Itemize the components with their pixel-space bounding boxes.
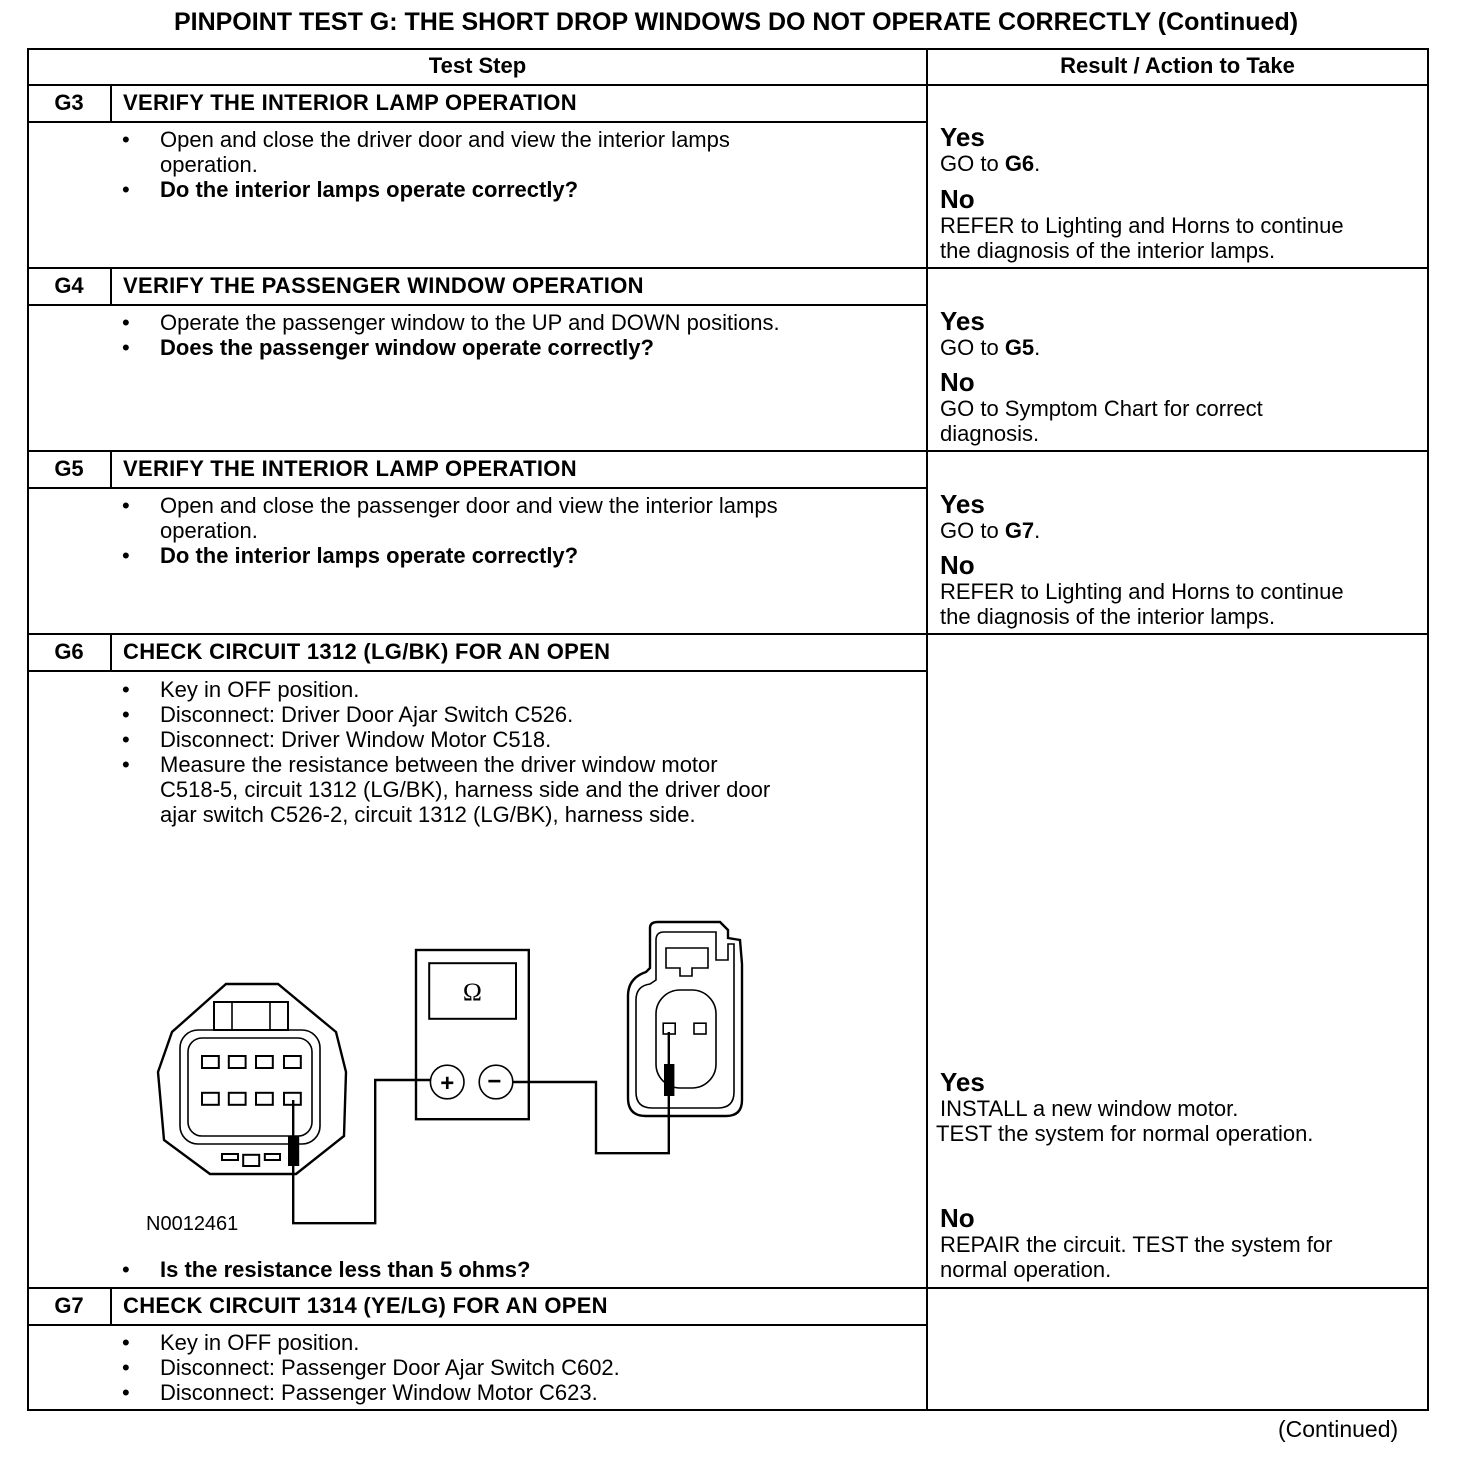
- yes-label: Yes: [940, 306, 985, 336]
- step-heading: CHECK CIRCUIT 1312 (LG/BK) FOR AN OPEN: [123, 639, 611, 664]
- test-leads: [293, 1032, 669, 1223]
- door-ajar-switch-connector: [628, 922, 742, 1116]
- bullet: •: [122, 127, 130, 152]
- bullet: •: [122, 727, 130, 752]
- step-id: G6: [54, 639, 84, 664]
- instruction: operation.: [160, 152, 258, 177]
- plus-terminal: +: [440, 1070, 455, 1098]
- instruction: Key in OFF position.: [160, 677, 360, 702]
- instruction: C518-5, circuit 1312 (LG/BK), harness side and the driver door: [160, 777, 771, 802]
- step-id: G5: [54, 456, 84, 481]
- yes-action: INSTALL a new window motor.: [940, 1096, 1239, 1121]
- no-action: the diagnosis of the interior lamps.: [940, 604, 1276, 629]
- instruction: ajar switch C526-2, circuit 1312 (LG/BK), harness side.: [160, 802, 696, 827]
- no-action: REPAIR the circuit. TEST the system for: [940, 1232, 1333, 1257]
- column-header-test-step: Test Step: [428, 53, 527, 78]
- probe-tip: [664, 1064, 674, 1096]
- bullet: •: [122, 1355, 130, 1380]
- bullet: •: [122, 177, 130, 202]
- question: Do the interior lamps operate correctly?: [160, 177, 579, 202]
- no-action: REFER to Lighting and Horns to continue: [940, 579, 1344, 604]
- bullet: •: [122, 310, 130, 335]
- instruction: Disconnect: Driver Window Motor C518.: [160, 727, 552, 752]
- question: Do the interior lamps operate correctly?: [160, 543, 579, 568]
- instruction: Open and close the driver door and view the interior lamps: [160, 127, 730, 152]
- step-heading: VERIFY THE PASSENGER WINDOW OPERATION: [123, 273, 644, 298]
- yes-action: GO to G5.: [940, 335, 1041, 360]
- yes-label: Yes: [940, 1067, 985, 1097]
- instruction: Measure the resistance between the driver window motor: [160, 752, 718, 777]
- no-label: No: [940, 367, 975, 397]
- step-id: G7: [54, 1293, 84, 1318]
- no-action: REFER to Lighting and Horns to continue: [940, 213, 1344, 238]
- yes-action: GO to G6.: [940, 151, 1041, 176]
- page-title: PINPOINT TEST G: THE SHORT DROP WINDOWS DO NOT OPERATE CORRECTLY (Continued): [173, 8, 1299, 36]
- step-heading: VERIFY THE INTERIOR LAMP OPERATION: [123, 90, 577, 115]
- instruction: Disconnect: Passenger Window Motor C623.: [160, 1380, 598, 1405]
- step-id: G3: [54, 90, 84, 115]
- yes-label: Yes: [940, 489, 985, 519]
- window-motor-connector: [158, 984, 346, 1174]
- yes-action: TEST the system for normal operation.: [936, 1121, 1314, 1146]
- no-action: diagnosis.: [940, 421, 1040, 446]
- no-label: No: [940, 1203, 975, 1233]
- minus-terminal: −: [487, 1067, 502, 1095]
- figure-id: N0012461: [146, 1213, 239, 1235]
- question: Does the passenger window operate correctly?: [160, 335, 654, 360]
- question: Is the resistance less than 5 ohms?: [160, 1257, 531, 1282]
- resistance-test-diagram: [140, 900, 760, 1250]
- no-label: No: [940, 550, 975, 580]
- goto-step-link[interactable]: G7: [1004, 518, 1035, 543]
- step-id: G4: [54, 273, 84, 298]
- bullet: •: [122, 335, 130, 360]
- bullet: •: [122, 1257, 130, 1282]
- bullet: •: [122, 677, 130, 702]
- bullet: •: [122, 1330, 130, 1355]
- ohm-symbol: Ω: [462, 977, 482, 1006]
- no-action: GO to Symptom Chart for correct: [940, 396, 1263, 421]
- continued-footer: (Continued): [1278, 1416, 1399, 1442]
- yes-action: GO to G7.: [940, 518, 1041, 543]
- instruction: Disconnect: Driver Door Ajar Switch C526.: [160, 702, 574, 727]
- instruction: operation.: [160, 518, 258, 543]
- instruction: Open and close the passenger door and view the interior lamps: [160, 493, 778, 518]
- goto-step-link[interactable]: G6: [1004, 151, 1035, 176]
- no-action: normal operation.: [940, 1257, 1112, 1282]
- multimeter: [416, 950, 529, 1119]
- no-label: No: [940, 184, 975, 214]
- column-header-result: Result / Action to Take: [1060, 53, 1295, 78]
- step-heading: CHECK CIRCUIT 1314 (YE/LG) FOR AN OPEN: [123, 1293, 608, 1318]
- instruction: Operate the passenger window to the UP and DOWN positions.: [160, 310, 780, 335]
- bullet: •: [122, 1380, 130, 1405]
- instruction: Disconnect: Passenger Door Ajar Switch C602.: [160, 1355, 620, 1380]
- bullet: •: [122, 752, 130, 777]
- step-heading: VERIFY THE INTERIOR LAMP OPERATION: [123, 456, 577, 481]
- yes-label: Yes: [940, 122, 985, 152]
- goto-step-link[interactable]: G5: [1004, 335, 1035, 360]
- bullet: •: [122, 543, 130, 568]
- bullet: •: [122, 702, 130, 727]
- bullet: •: [122, 493, 130, 518]
- instruction: Key in OFF position.: [160, 1330, 360, 1355]
- no-action: the diagnosis of the interior lamps.: [940, 238, 1276, 263]
